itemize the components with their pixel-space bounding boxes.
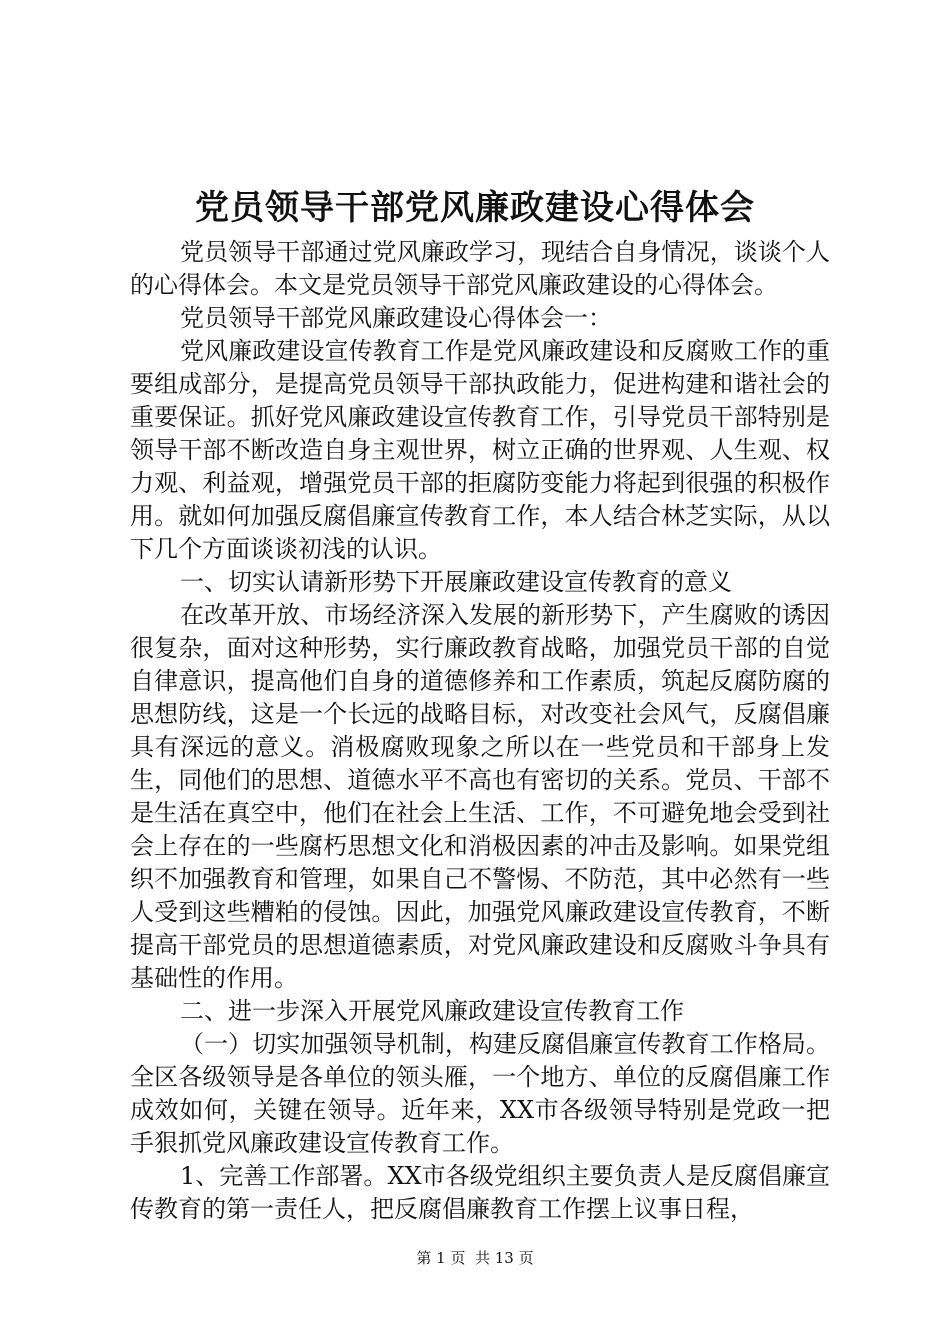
document-body (130, 236, 830, 1226)
paragraph-item-one: 1、完善工作部署。XX市各级党组织主要负责人是反腐倡廉宣传教育的第一责任人，把反腐倡廉教育工作摆上议事日程， (130, 1162, 830, 1223)
paragraph-section-one-body: 在改革开放、市场经济深入发展的新形势下，产生腐败的诱因很复杂，面对这种形势，实行廉政教育战略，加强党员干部的自觉自律意识，提高他们自身的道德修养和工作素质，筑起反腐防腐的思想防线，这是一个长远的战略目标，对改变社会风气，反腐倡廉具有深远的意义。消极腐败现象之所以在一些党员和干部身上发生，同他们的思想、道德水平不高也有密切的关系。党员、干部不是生活在真空中，他们在社会上生活、工作，不可避免地会受到社会上存在的一些腐朽思想文化和消极因素的冲击及影响。如果党组织不加强教育和管理，如果自己不警惕、不防范，其中必然有一些人受到这些糟粕的侵蚀。因此，加强党风廉政建设宣传教育，不断提高干部党员的思想道德素质，对党风廉政建设和反腐败斗争具有基础性的作用。 (130, 601, 830, 992)
document-title: 党员领导干部党风廉政建设心得体会 (195, 188, 755, 228)
paragraph-subsection-one: （一）切实加强领导机制，构建反腐倡廉宣传教育工作格局。全区各级领导是各单位的领头雁，一个地方、单位的反腐倡廉工作成效如何，关键在领导。近年来，XX市各级领导特别是党政一把手狠抓党风廉政建设宣传教育工作。 (130, 1030, 830, 1157)
paragraph-heading-part-one: 党员领导干部党风廉政建设心得体会一： (180, 304, 612, 332)
paragraph-intro: 党员领导干部通过党风廉政学习，现结合自身情况，谈谈个人的心得体会。本文是党员领导干部党风廉政建设的心得体会。 (130, 238, 830, 299)
page-footer: 第 1 页 共 13 页 (416, 1249, 534, 1267)
paragraph-background: 党风廉政建设宣传教育工作是党风廉政建设和反腐败工作的重要组成部分，是提高党员领导干部执政能力，促进构建和谐社会的重要保证。抓好党风廉政建设宣传教育工作，引导党员干部特别是领导干部不断改造自身主观世界，树立正确的世界观、人生观、权力观、利益观，增强党员干部的拒腐防变能力将起到很强的积极作用。就如何加强反腐倡廉宣传教育工作，本人结合林芝实际，从以下几个方面谈谈初浅的认识。 (130, 337, 830, 563)
paragraph-section-one-heading: 一、切实认请新形势下开展廉政建设宣传教育的意义 (180, 568, 732, 596)
paragraph-section-two-heading: 二、进一步深入开展党风廉政建设宣传教育工作 (180, 997, 684, 1025)
